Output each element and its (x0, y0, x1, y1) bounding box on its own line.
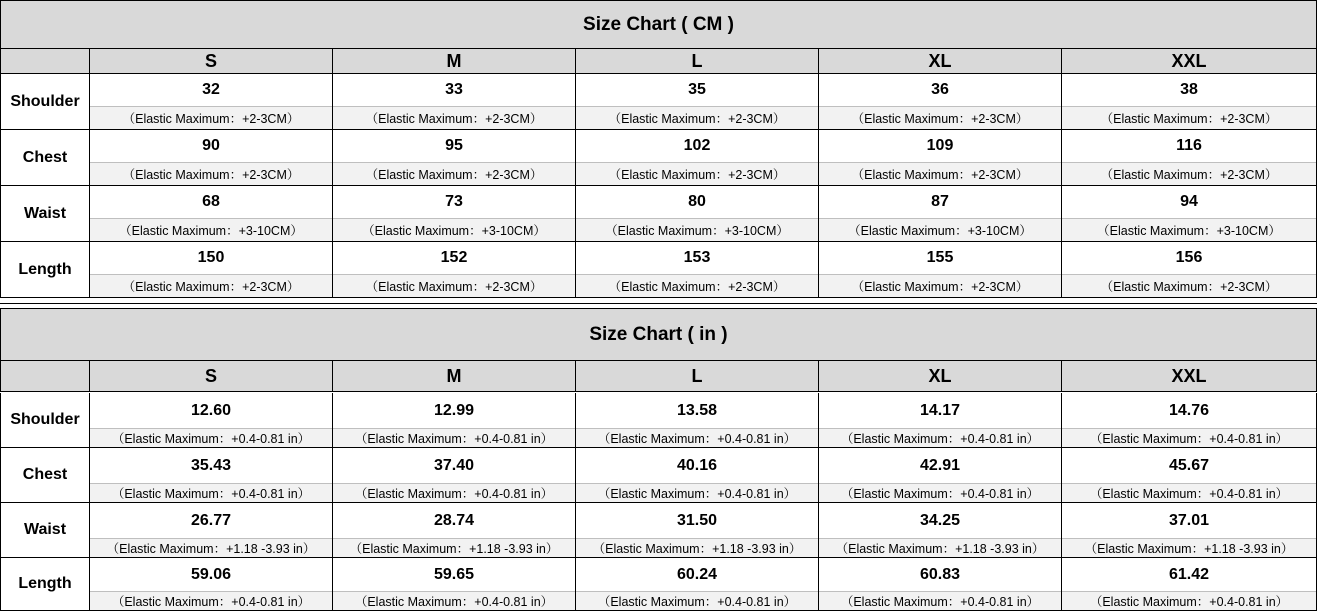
value-cell (333, 503, 576, 558)
measurement-value: 152 (333, 242, 575, 275)
elastic-note: （Elastic Maximum：+2-3CM） (576, 275, 818, 297)
measurement-value: 116 (1062, 130, 1316, 163)
value-cell (819, 393, 1062, 448)
measurement-value: 14.76 (1062, 393, 1316, 429)
value-cell (1062, 448, 1317, 503)
elastic-note: （Elastic Maximum：+3-10CM） (576, 219, 818, 241)
row-label: Chest (0, 448, 90, 503)
elastic-note: （Elastic Maximum：+2-3CM） (576, 107, 818, 129)
elastic-note: （Elastic Maximum：+2-3CM） (1062, 275, 1316, 297)
measurement-value: 12.99 (333, 393, 575, 429)
table-row-length (0, 558, 1317, 611)
row-label: Waist (0, 503, 90, 558)
measurement-value: 109 (819, 130, 1061, 163)
measurement-value: 37.01 (1062, 503, 1316, 539)
measurement-value: 38 (1062, 74, 1316, 107)
value-cell (1062, 74, 1317, 130)
size-header-s: S (90, 361, 333, 392)
value-cell (90, 74, 333, 130)
elastic-note: （Elastic Maximum：+0.4-0.81 in） (819, 429, 1061, 447)
table-divider (0, 303, 1317, 304)
elastic-note: （Elastic Maximum：+2-3CM） (1062, 107, 1316, 129)
elastic-note: （Elastic Maximum：+0.4-0.81 in） (90, 484, 332, 502)
value-cell (1062, 130, 1317, 186)
elastic-note: （Elastic Maximum：+0.4-0.81 in） (819, 592, 1061, 610)
row-label: Chest (0, 130, 90, 186)
measurement-value: 80 (576, 186, 818, 219)
value-cell (819, 74, 1062, 130)
value-cell (819, 558, 1062, 611)
measurement-value: 37.40 (333, 448, 575, 484)
value-cell (1062, 558, 1317, 611)
value-cell (1062, 503, 1317, 558)
measurement-value: 59.65 (333, 558, 575, 592)
value-cell (819, 448, 1062, 503)
measurement-value: 90 (90, 130, 332, 163)
value-cell (333, 393, 576, 448)
value-cell (819, 503, 1062, 558)
measurement-value: 28.74 (333, 503, 575, 539)
elastic-note: （Elastic Maximum：+1.18 -3.93 in） (819, 539, 1061, 557)
chart-title-inch: Size Chart ( in ) (0, 308, 1317, 361)
size-chart-cm (0, 0, 1317, 299)
row-label: Shoulder (0, 393, 90, 448)
elastic-note: （Elastic Maximum：+0.4-0.81 in） (333, 592, 575, 610)
value-cell (1062, 242, 1317, 298)
measurement-value: 61.42 (1062, 558, 1316, 592)
size-header-m: M (333, 361, 576, 392)
corner-cell (0, 361, 90, 392)
elastic-note: （Elastic Maximum：+0.4-0.81 in） (819, 484, 1061, 502)
value-cell (576, 448, 819, 503)
measurement-value: 32 (90, 74, 332, 107)
value-cell (90, 130, 333, 186)
value-cell (333, 242, 576, 298)
value-cell (576, 558, 819, 611)
row-label: Shoulder (0, 74, 90, 130)
size-header-s: S (90, 49, 333, 74)
measurement-value: 36 (819, 74, 1061, 107)
measurement-value: 156 (1062, 242, 1316, 275)
measurement-value: 102 (576, 130, 818, 163)
measurement-value: 150 (90, 242, 332, 275)
elastic-note: （Elastic Maximum：+1.18 -3.93 in） (576, 539, 818, 557)
measurement-value: 94 (1062, 186, 1316, 219)
measurement-value: 31.50 (576, 503, 818, 539)
elastic-note: （Elastic Maximum：+2-3CM） (90, 107, 332, 129)
value-cell (90, 393, 333, 448)
elastic-note: （Elastic Maximum：+1.18 -3.93 in） (90, 539, 332, 557)
value-cell (90, 186, 333, 242)
measurement-value: 60.83 (819, 558, 1061, 592)
elastic-note: （Elastic Maximum：+3-10CM） (333, 219, 575, 241)
measurement-value: 45.67 (1062, 448, 1316, 484)
table-row-shoulder (0, 393, 1317, 448)
value-cell (576, 242, 819, 298)
value-cell (1062, 186, 1317, 242)
elastic-note: （Elastic Maximum：+0.4-0.81 in） (90, 592, 332, 610)
measurement-value: 26.77 (90, 503, 332, 539)
elastic-note: （Elastic Maximum：+0.4-0.81 in） (1062, 592, 1316, 610)
measurement-value: 33 (333, 74, 575, 107)
elastic-note: （Elastic Maximum：+0.4-0.81 in） (576, 484, 818, 502)
measurement-value: 40.16 (576, 448, 818, 484)
value-cell (333, 558, 576, 611)
elastic-note: （Elastic Maximum：+2-3CM） (333, 107, 575, 129)
value-cell (90, 242, 333, 298)
table-row-waist (0, 503, 1317, 558)
measurement-value: 14.17 (819, 393, 1061, 429)
row-label: Waist (0, 186, 90, 242)
measurement-value: 60.24 (576, 558, 818, 592)
value-cell (1062, 393, 1317, 448)
table-row-length (0, 242, 1317, 298)
measurement-value: 13.58 (576, 393, 818, 429)
value-cell (576, 186, 819, 242)
elastic-note: （Elastic Maximum：+2-3CM） (333, 163, 575, 185)
size-header-row-cm (0, 49, 1317, 74)
measurement-value: 34.25 (819, 503, 1061, 539)
value-cell (576, 74, 819, 130)
value-cell (90, 448, 333, 503)
value-cell (333, 74, 576, 130)
size-header-xl: XL (819, 49, 1062, 74)
size-header-l: L (576, 361, 819, 392)
measurement-value: 87 (819, 186, 1061, 219)
size-header-row-inch (0, 361, 1317, 392)
measurement-value: 155 (819, 242, 1061, 275)
value-cell (333, 186, 576, 242)
value-cell (333, 448, 576, 503)
elastic-note: （Elastic Maximum：+2-3CM） (1062, 163, 1316, 185)
elastic-note: （Elastic Maximum：+1.18 -3.93 in） (333, 539, 575, 557)
elastic-note: （Elastic Maximum：+0.4-0.81 in） (1062, 484, 1316, 502)
measurement-value: 68 (90, 186, 332, 219)
elastic-note: （Elastic Maximum：+3-10CM） (90, 219, 332, 241)
value-cell (90, 503, 333, 558)
size-header-m: M (333, 49, 576, 74)
elastic-note: （Elastic Maximum：+0.4-0.81 in） (576, 429, 818, 447)
measurement-value: 42.91 (819, 448, 1061, 484)
elastic-note: （Elastic Maximum：+3-10CM） (1062, 219, 1316, 241)
measurement-value: 59.06 (90, 558, 332, 592)
table-row-waist (0, 186, 1317, 242)
value-cell (333, 130, 576, 186)
elastic-note: （Elastic Maximum：+1.18 -3.93 in） (1062, 539, 1316, 557)
table-row-chest (0, 130, 1317, 186)
elastic-note: （Elastic Maximum：+0.4-0.81 in） (1062, 429, 1316, 447)
elastic-note: （Elastic Maximum：+2-3CM） (819, 107, 1061, 129)
measurement-value: 35 (576, 74, 818, 107)
value-cell (819, 186, 1062, 242)
value-cell (819, 242, 1062, 298)
elastic-note: （Elastic Maximum：+0.4-0.81 in） (333, 484, 575, 502)
size-header-xxl: XXL (1062, 361, 1317, 392)
measurement-value: 95 (333, 130, 575, 163)
elastic-note: （Elastic Maximum：+2-3CM） (819, 275, 1061, 297)
table-row-shoulder (0, 74, 1317, 130)
elastic-note: （Elastic Maximum：+2-3CM） (90, 275, 332, 297)
elastic-note: （Elastic Maximum：+3-10CM） (819, 219, 1061, 241)
elastic-note: （Elastic Maximum：+0.4-0.81 in） (576, 592, 818, 610)
value-cell (576, 393, 819, 448)
elastic-note: （Elastic Maximum：+2-3CM） (576, 163, 818, 185)
size-header-xl: XL (819, 361, 1062, 392)
value-cell (90, 558, 333, 611)
measurement-value: 12.60 (90, 393, 332, 429)
elastic-note: （Elastic Maximum：+0.4-0.81 in） (333, 429, 575, 447)
size-header-l: L (576, 49, 819, 74)
elastic-note: （Elastic Maximum：+2-3CM） (333, 275, 575, 297)
value-cell (576, 503, 819, 558)
corner-cell (0, 49, 90, 74)
value-cell (576, 130, 819, 186)
elastic-note: （Elastic Maximum：+0.4-0.81 in） (90, 429, 332, 447)
table-row-chest (0, 448, 1317, 503)
elastic-note: （Elastic Maximum：+2-3CM） (90, 163, 332, 185)
elastic-note: （Elastic Maximum：+2-3CM） (819, 163, 1061, 185)
size-chart-inch (0, 308, 1317, 611)
measurement-value: 153 (576, 242, 818, 275)
size-header-xxl: XXL (1062, 49, 1317, 74)
measurement-value: 35.43 (90, 448, 332, 484)
row-label: Length (0, 558, 90, 611)
row-label: Length (0, 242, 90, 298)
measurement-value: 73 (333, 186, 575, 219)
value-cell (819, 130, 1062, 186)
chart-title-cm: Size Chart ( CM ) (0, 0, 1317, 49)
